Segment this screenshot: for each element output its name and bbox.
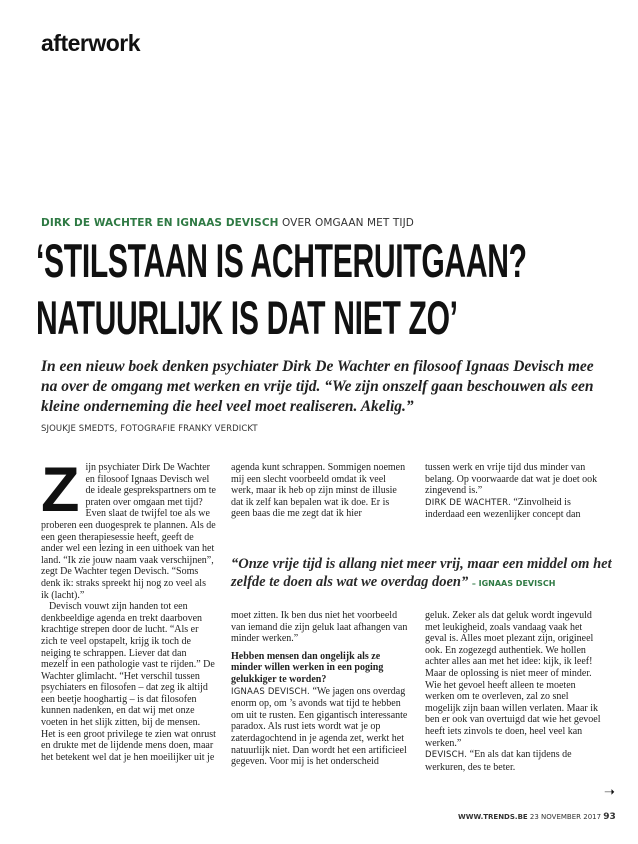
footer-date: 23 NOVEMBER 2017 bbox=[529, 813, 602, 821]
speaker-label: IGNAAS DEVISCH. bbox=[231, 686, 310, 697]
article-column-2-bottom bbox=[231, 610, 409, 768]
paragraph: moet zitten. Ik ben dus niet het voorbeeld van iemand die zijn geluk laat afhangen van minder werken.” bbox=[231, 610, 408, 645]
pull-quote bbox=[231, 555, 621, 593]
speaker-label: DEVISCH. bbox=[425, 750, 468, 761]
interview-question: Hebben mensen dan ongelijk als ze minder willen werken in een poging gelukkiger te worden? bbox=[231, 650, 384, 685]
headline bbox=[36, 232, 527, 346]
paragraph: geluk. Zeker als dat geluk wordt ingevuld met leukigheid, zoals vandaag vaak het geval is. Alles moet plezant zijn, origineel ook. En zogezegd authentiek. We hollen achter alles aan met het idee: kijk, ik leef! Maar de oplossing is niet meer of minder. Wie het gevoel heeft alleen te moeten werken om te overleven, zal zo snel mogelijk zijn baan willen verlaten. Maar ik ben er ook van overtuigd dat wie het gevoel heeft iets zinvols te doen, heel veel kan werken.” bbox=[425, 610, 601, 749]
paragraph bbox=[425, 497, 603, 521]
paragraph-text: ijn psychiater Dirk De Wachter en filosoof Ignaas Devisch wel de ideale gesprekspartners om te praten over omgaan met tijd? Even slaat de twijfel toe als we proberen een duogesprek te plannen. Als de een geen therapiesessie heeft, geeft de ander wel een lezing in een uithoek van het land. “Ik zie jouw naam vaak verschijnen”, zegt De Wachter tegen Devisch. “Soms denk ik: straks spreekt hij nog zo veel als ik (lacht).” bbox=[41, 462, 216, 601]
paragraph-text: “Zinvolheid is inderdaad een wezenlijker concept dan bbox=[425, 496, 581, 521]
kicker bbox=[41, 217, 414, 229]
lede: In een nieuw boek denken psychiater Dirk De Wachter en filosoof Ignaas Devisch mee na over de omgang met werken en vrije tijd. “We zijn onszelf gaan beschouwen als een kleine onderneming die heel veel moet realiseren. Akelig.” bbox=[41, 358, 594, 415]
kicker-names: DIRK DE WACHTER EN IGNAAS DEVISCH bbox=[41, 217, 279, 229]
paragraph bbox=[41, 455, 216, 601]
kicker-topic: OVER OMGAAN MET TIJD bbox=[281, 217, 414, 229]
paragraph: Devisch vouwt zijn handen tot een denkbeeldige agenda en trekt daarboven krachtige strepen door de lucht. “Als er zich te veel opstapelt, krijg ik toch de neiging te schrappen. Liever dat dan mezelf in een pathologie vast te rijden.” De Wachter glimlacht. “Het verschil tussen psychiaters en filosofen – dat zeg ik altijd een beetje hooghartig – is dat filosofen kunnen nadenken, en dat wij met onze voeten in het slijk zitten, bij de mensen. Het is een groot privilege te zien wat onrust en drukte met de lijdende mens doen, maar het betekent wel dat je hen moeilijker uit je bbox=[41, 601, 216, 763]
article-column-3-bottom bbox=[425, 610, 603, 773]
page-number: 93 bbox=[603, 812, 616, 822]
paragraph: agenda kunt schrappen. Sommigen noemen mij een slecht voorbeeld omdat ik veel werk, maar ik heb op zijn minst de illusie dat ik zelf kan bepalen wat ik doe. Er is geen baas die me zegt dat ik hier bbox=[231, 462, 406, 520]
article-column-1 bbox=[41, 455, 216, 763]
arrow-right-icon: ➝ bbox=[604, 784, 615, 799]
drop-cap: Z bbox=[41, 455, 80, 525]
paragraph bbox=[231, 686, 409, 768]
paragraph bbox=[425, 749, 603, 773]
byline-credit: SJOUKJE SMEDTS, FOTOGRAFIE FRANKY VERDICKT bbox=[41, 424, 258, 434]
footer-url: WWW.TRENDS.BE bbox=[458, 813, 528, 821]
article-column-2-top bbox=[231, 462, 409, 520]
pull-quote-text: “Onze vrije tijd is allang niet meer vrij, maar een middel om het zelfde te doen als wat we overdag doen” bbox=[231, 556, 612, 590]
section-title: afterwork bbox=[41, 30, 141, 56]
headline-line-2: NATUURLIJK IS DAT NIET ZO’ bbox=[36, 291, 458, 344]
pull-quote-attribution: – IGNAAS DEVISCH bbox=[471, 579, 556, 588]
paragraph: tussen werk en vrije tijd dus minder van belang. Op voorwaarde dat wat je doet ook zingevend is.” bbox=[425, 462, 598, 497]
speaker-label: DIRK DE WACHTER. bbox=[425, 497, 511, 508]
paragraph-text: “En als dat kan tijdens de werkuren, des te beter. bbox=[425, 749, 572, 773]
page-footer bbox=[458, 812, 616, 822]
paragraph-text: “We jagen ons overdag enorm op, om ’s avonds wat tijd te hebben om uit te rusten. Een gigantisch interessante paradox. Als rust iets wordt wat je op zaterdagochtend in je agenda zet, werkt het natuurlijk niet. Dan wordt het een artificieel gegeven. Voor mij is het onderscheid bbox=[231, 685, 408, 768]
headline-line-1: ‘STILSTAAN IS ACHTERUITGAAN? bbox=[36, 234, 527, 287]
article-column-3-top bbox=[425, 462, 603, 521]
